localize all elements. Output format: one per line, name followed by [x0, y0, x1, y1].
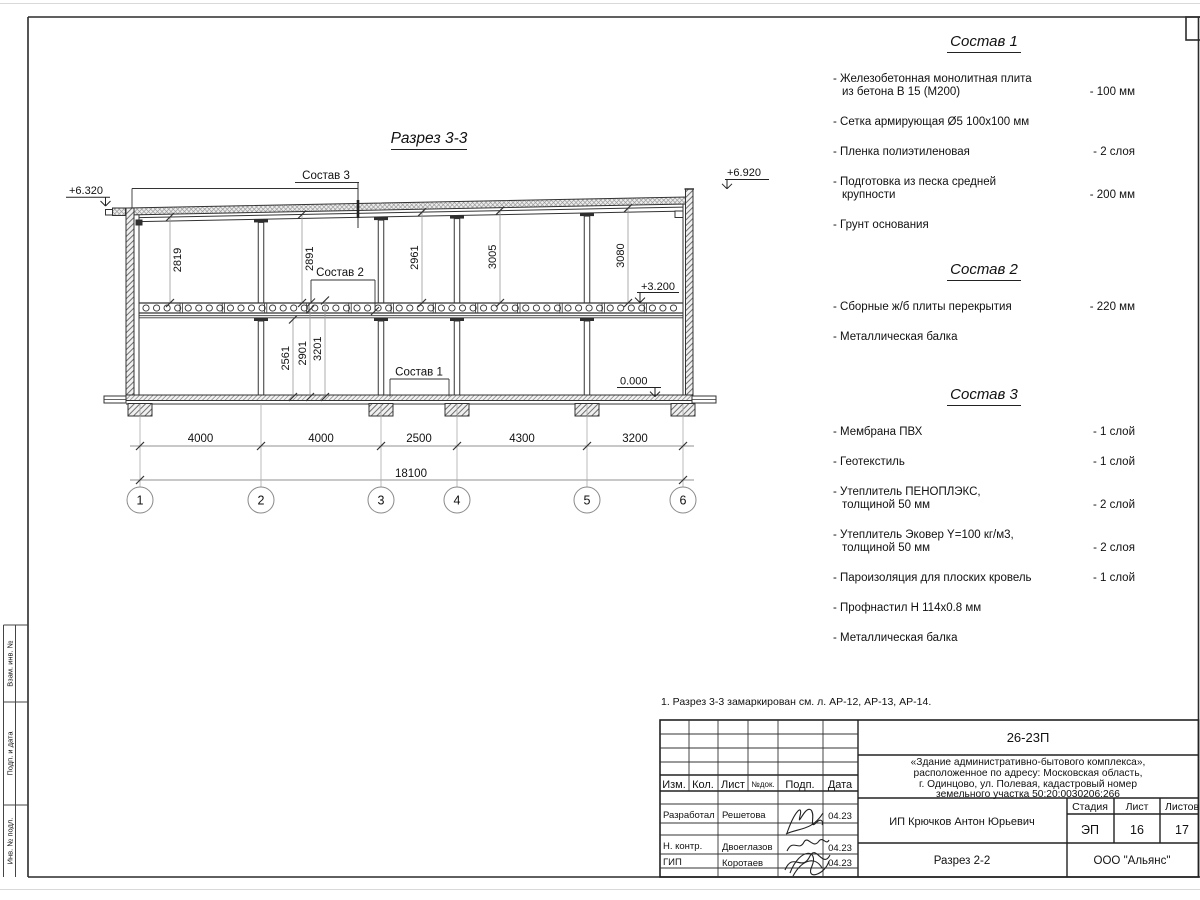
stage-label: Стадия [1072, 801, 1108, 813]
room-dimension-value: 2901 [297, 341, 309, 366]
spec-item [833, 486, 1135, 512]
spec-item [833, 219, 1135, 232]
axis-bubble [670, 487, 696, 513]
room-dimension-value: 3005 [487, 244, 499, 270]
spec-name: - Пленка полиэтиленовая [833, 146, 970, 158]
room-dimension-value: 3080 [615, 243, 627, 268]
signature-rows [663, 810, 852, 869]
spec-name: - Железобетонная монолитная плита [833, 73, 1032, 85]
spec-item [833, 331, 1135, 344]
spec-item [833, 301, 1135, 314]
spec-value: - 2 слоя [1093, 542, 1135, 554]
spec-heading: Состав 1 [833, 33, 1135, 50]
room-dimension [487, 207, 504, 307]
spec-value: - 1 слой [1092, 572, 1135, 584]
total-dimension: 18100 [395, 468, 427, 480]
side-stamp-label: Инв. № подл. [5, 817, 15, 865]
elevation-mark-floor [635, 281, 679, 303]
client-name: ИП Крючков Антон Юрьевич [889, 816, 1035, 828]
svg-text:Состав 3: Состав 3 [302, 170, 350, 182]
person-name: Двоеглазов [722, 842, 773, 853]
side-stamp-label: Подп. и дата [5, 731, 15, 776]
spec-heading: Состав 2 [833, 261, 1135, 278]
elevation-mark-left [66, 185, 111, 206]
room-dimension-value: 2961 [409, 245, 421, 270]
section-drawing [28, 95, 818, 540]
spec-name-line2: из бетона В 15 (М200) [842, 86, 961, 98]
axis-bubble [368, 487, 394, 513]
spec-section-sostav-3 [833, 386, 1135, 662]
axis-bubbles [127, 487, 696, 513]
project-line: «Здание административно-бытового комплекса», [910, 757, 1146, 768]
sheets-label: Листов [1164, 801, 1200, 813]
date: 04.23 [828, 811, 852, 822]
spec-value: - 1 слой [1092, 426, 1135, 438]
roof-slab [106, 197, 688, 226]
spec-name: - Сборные ж/б плиты перекрытия [833, 301, 1012, 313]
room-dimension [312, 297, 329, 402]
spec-item [833, 602, 1135, 615]
role-label: Разработал [663, 810, 715, 821]
room-dimension [280, 316, 297, 402]
svg-text:+6.920: +6.920 [727, 167, 761, 179]
svg-text:1: 1 [136, 493, 144, 508]
spec-value: - 1 слой [1092, 456, 1135, 468]
signature-squiggle [786, 813, 823, 834]
axis-bubble [127, 487, 153, 513]
room-dimension-value: 2891 [304, 246, 316, 271]
spec-name: - Грунт основания [833, 219, 929, 231]
dimension-lines [130, 404, 694, 487]
spec-value: - 2 слой [1092, 499, 1135, 511]
spec-item [833, 176, 1135, 202]
right-wall [686, 189, 694, 397]
col-header: Кол. [692, 779, 714, 791]
project-description [911, 756, 1146, 800]
svg-text:+3.200: +3.200 [641, 281, 675, 293]
project-line: расположенное по адресу: Московская область, [913, 768, 1143, 779]
elevation-mark-ground [617, 376, 661, 397]
signature-squiggle [787, 809, 823, 833]
canopy-edge [106, 210, 113, 216]
sheet-number: 16 [1130, 823, 1144, 837]
room-dimension [298, 211, 316, 308]
company-name: ООО "Альянс" [1093, 855, 1171, 867]
spec-name: - Металлическая балка [833, 331, 958, 343]
spec-name: - Мембрана ПВХ [833, 426, 923, 438]
spec-item [833, 146, 1135, 159]
foundation-pads [128, 404, 695, 417]
room-dimension-value: 3201 [312, 336, 324, 361]
beam-corbel [675, 211, 683, 218]
span-dimension-values [188, 433, 648, 445]
span-dimension: 4000 [308, 433, 334, 445]
svg-text:4: 4 [453, 493, 461, 508]
side-stamp [4, 625, 29, 877]
spec-item [833, 426, 1135, 439]
doc-code: 26-23П [1006, 730, 1050, 745]
spec-section-sostav-2 [833, 261, 1135, 361]
spec-name-line2: толщиной 50 мм [842, 542, 931, 554]
left-wall [126, 208, 134, 397]
spec-value: - 100 мм [1089, 86, 1135, 98]
spec-value: - 2 слоя [1093, 146, 1135, 158]
project-line: земельного участка 50:20:0030206:266 [936, 789, 1120, 800]
sheet-label: Лист [1125, 801, 1149, 813]
spec-item [833, 572, 1135, 585]
project-line: г. Одинцово, ул. Полевая, кадастровый номер [918, 779, 1138, 790]
spec-value: - 200 мм [1089, 189, 1135, 201]
col-header: №док. [751, 780, 775, 789]
spec-name: - Профнастил Н 114х0.8 мм [833, 602, 982, 614]
span-dimension: 2500 [406, 433, 432, 445]
spec-section-sostav-1 [833, 33, 1135, 249]
axis-bubble [574, 487, 600, 513]
span-dimension: 4300 [509, 433, 535, 445]
spec-name: - Утеплитель ПЕНОПЛЭКС, [833, 486, 981, 498]
hollow-core-circles [143, 304, 677, 313]
col-header: Дата [827, 779, 853, 791]
room-dimension [409, 208, 426, 307]
sostav1-leader [390, 367, 449, 397]
axis-bubble [248, 487, 274, 513]
spec-heading: Состав 3 [833, 386, 1135, 403]
spec-value: - 220 мм [1089, 301, 1135, 313]
spec-name: - Металлическая балка [833, 632, 958, 644]
ground-slab [104, 395, 716, 416]
sheets-total: 17 [1175, 823, 1189, 837]
date: 04.23 [828, 858, 852, 869]
svg-text:Состав 1: Состав 1 [395, 366, 443, 379]
doc-title: Разрез 2-2 [933, 855, 991, 867]
svg-text:3: 3 [377, 493, 385, 508]
col-header: Изм. [662, 779, 686, 791]
axis-bubble [444, 487, 470, 513]
drawing-title [391, 130, 468, 150]
spec-item [833, 632, 1135, 645]
side-stamp-label: Взам. инв. № [5, 640, 15, 687]
spec-name: - Утеплитель Эковер Y=100 кг/м3, [833, 529, 1014, 541]
col-header: Лист [721, 779, 745, 791]
spec-name: - Подготовка из песка средней [833, 176, 997, 188]
spec-name: - Пароизоляция для плоских кровель [833, 572, 1032, 584]
sheet-note: 1. Разрез 3-3 замаркирован см. л. АР-12, АР-13, АР-14. [661, 696, 932, 708]
room-dimension-value: 2561 [280, 346, 292, 371]
floor-slab [139, 303, 683, 318]
canopy-slab [113, 208, 126, 216]
spec-name-line2: толщиной 50 мм [842, 499, 931, 511]
span-dimension: 4000 [187, 433, 214, 445]
spec-name: - Сетка армирующая Ø5 100х100 мм [833, 116, 1030, 128]
col-header: Подп. [785, 779, 815, 791]
svg-text:0.000: 0.000 [620, 375, 648, 388]
spec-name-line2: крупности [842, 189, 896, 201]
role-label: Н. контр. [663, 841, 703, 852]
room-dimension [166, 213, 184, 307]
spec-item [833, 73, 1135, 99]
spec-item [833, 116, 1135, 129]
room-dimension [615, 204, 632, 307]
svg-text:Разрез 3-3: Разрез 3-3 [390, 130, 468, 147]
svg-text:Состав 2: Состав 2 [316, 267, 364, 279]
date: 04.23 [828, 843, 852, 854]
svg-text:6: 6 [679, 493, 687, 508]
elevation-mark-right [722, 167, 769, 189]
title-block-header-row [662, 779, 853, 791]
title-block [660, 720, 1199, 877]
role-label: ГИП [663, 857, 682, 868]
svg-text:5: 5 [583, 493, 591, 508]
person-name: Коротаев [722, 858, 764, 869]
spec-name: - Геотекстиль [833, 456, 905, 468]
span-dimension: 3200 [622, 433, 648, 445]
stage-value: ЭП [1081, 823, 1099, 837]
spec-item [833, 529, 1135, 555]
svg-text:+6.320: +6.320 [69, 185, 103, 197]
svg-text:2: 2 [257, 493, 265, 508]
person-name: Решетова [722, 810, 766, 821]
room-dimension-value: 2819 [172, 247, 184, 273]
spec-item [833, 456, 1135, 469]
